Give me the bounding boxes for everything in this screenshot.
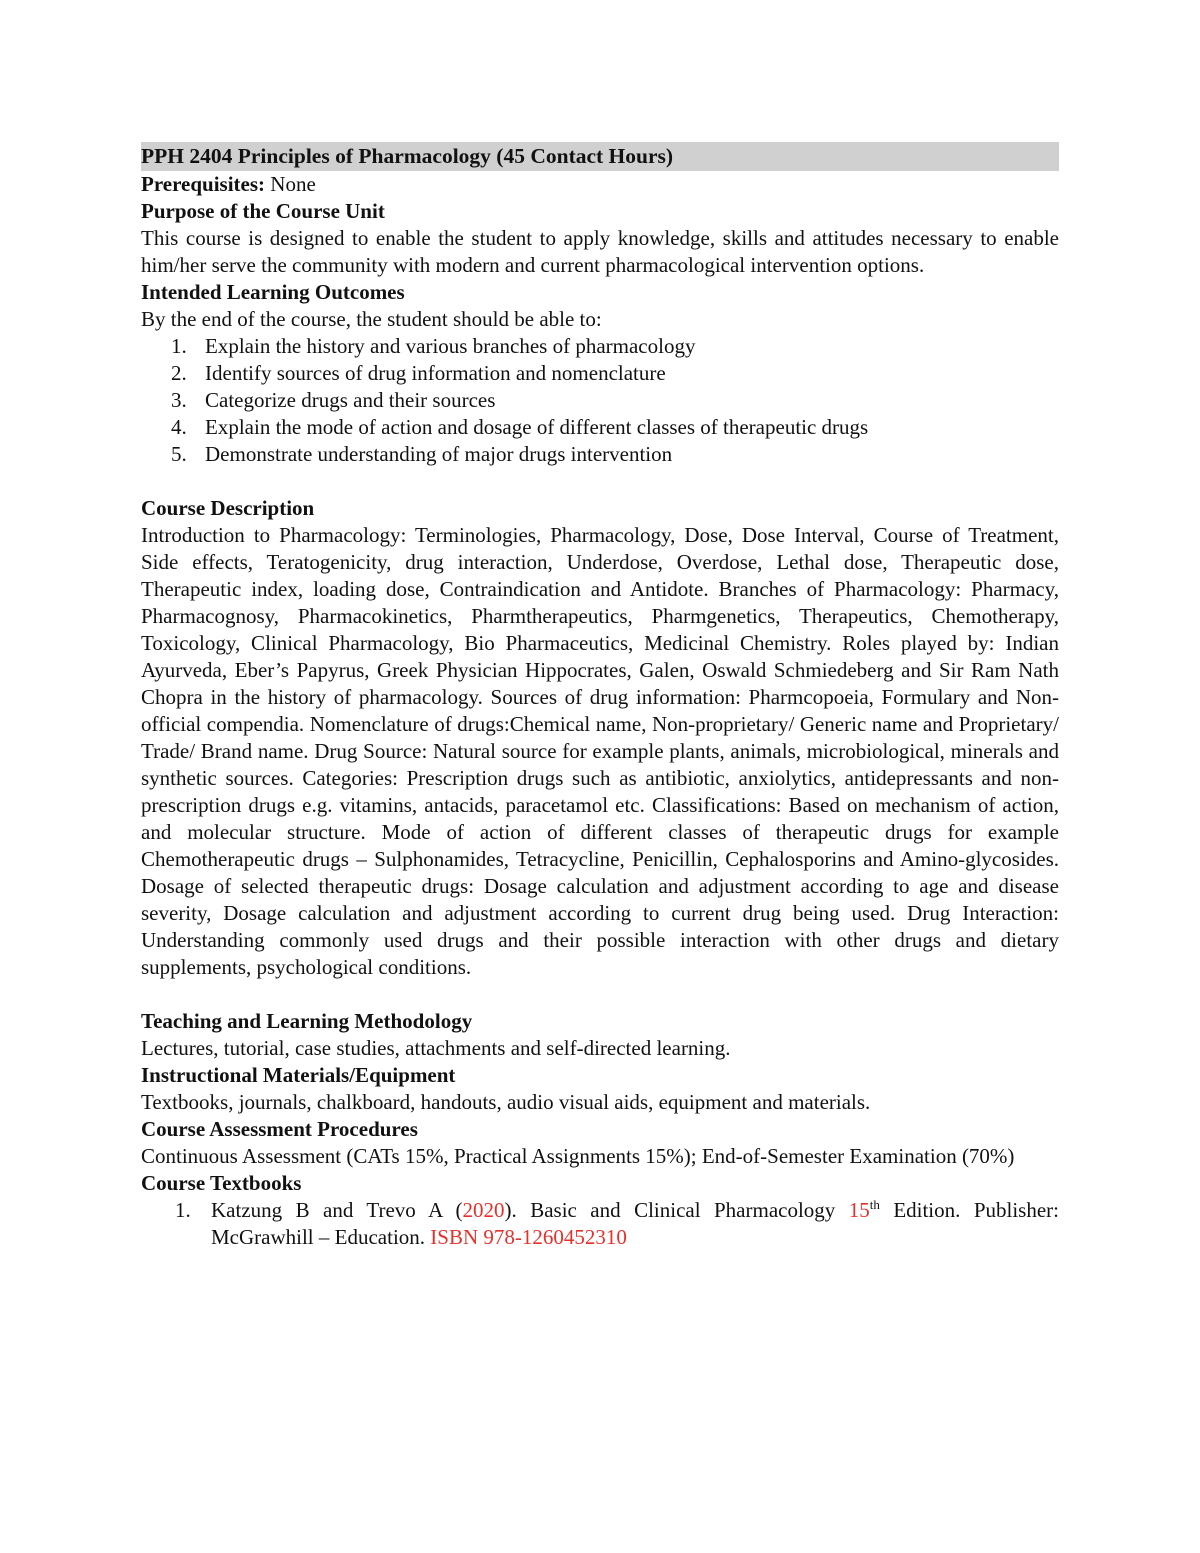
prerequisites-value: None bbox=[270, 172, 316, 196]
outcomes-list bbox=[141, 333, 1059, 468]
outcome-number: 1. bbox=[171, 334, 187, 358]
methodology-text: Lectures, tutorial, case studies, attachments and self-directed learning. bbox=[141, 1036, 731, 1060]
course-title: PPH 2404 Principles of Pharmacology (45 Contact Hours) bbox=[141, 142, 1059, 171]
methodology-heading: Teaching and Learning Methodology bbox=[141, 1009, 473, 1033]
outcomes-intro: By the end of the course, the student should be able to: bbox=[141, 307, 602, 331]
prerequisites-label: Prerequisites: bbox=[141, 172, 266, 196]
spacer bbox=[141, 468, 1059, 495]
description-heading: Course Description bbox=[141, 496, 315, 520]
outcome-text: Explain the mode of action and dosage of different classes of therapeutic drugs bbox=[205, 415, 869, 439]
textbook-item bbox=[141, 1197, 1059, 1251]
textbook-edition-suffix: th bbox=[869, 1197, 880, 1212]
materials-text: Textbooks, journals, chalkboard, handouts, audio visual aids, equipment and materials. bbox=[141, 1090, 871, 1114]
textbook-authors: Katzung B and Trevo A ( bbox=[211, 1198, 463, 1222]
prerequisites-line bbox=[141, 171, 1059, 198]
textbook-edition-number: 15 bbox=[848, 1198, 870, 1222]
textbook-isbn: ISBN 978-1260452310 bbox=[430, 1225, 627, 1249]
assessment-heading: Course Assessment Procedures bbox=[141, 1117, 418, 1141]
outcomes-heading: Intended Learning Outcomes bbox=[141, 280, 405, 304]
outcome-number: 3. bbox=[171, 388, 187, 412]
outcome-number: 2. bbox=[171, 361, 187, 385]
assessment-text: Continuous Assessment (CATs 15%, Practical Assignments 15%); End-of-Semester Examination (70%) bbox=[141, 1144, 1015, 1168]
outcome-item bbox=[141, 441, 1059, 468]
materials-heading: Instructional Materials/Equipment bbox=[141, 1063, 456, 1087]
outcome-item bbox=[141, 333, 1059, 360]
outcome-text: Explain the history and various branches of pharmacology bbox=[205, 334, 696, 358]
document-page bbox=[141, 142, 1059, 1251]
outcome-item bbox=[141, 414, 1059, 441]
purpose-text: This course is designed to enable the student to apply knowledge, skills and attitudes necessary to enable him/her serve the community with modern and current pharmacological intervention options. bbox=[141, 226, 1059, 277]
textbooks-heading: Course Textbooks bbox=[141, 1171, 302, 1195]
textbook-publisher: Edition. Publisher: McGrawhill – Education. bbox=[211, 1198, 1060, 1249]
outcome-text: Demonstrate understanding of major drugs intervention bbox=[205, 442, 673, 466]
purpose-heading: Purpose of the Course Unit bbox=[141, 199, 385, 223]
outcome-text: Identify sources of drug information and nomenclature bbox=[205, 361, 666, 385]
outcome-number: 4. bbox=[171, 415, 187, 439]
textbook-title: ). Basic and Clinical Pharmacology bbox=[504, 1198, 849, 1222]
outcome-item bbox=[141, 387, 1059, 414]
spacer bbox=[141, 981, 1059, 1008]
textbook-year: 2020 bbox=[462, 1198, 505, 1222]
textbook-number: 1. bbox=[175, 1198, 191, 1222]
outcome-number: 5. bbox=[171, 442, 187, 466]
outcome-item bbox=[141, 360, 1059, 387]
description-text: Introduction to Pharmacology: Terminologies, Pharmacology, Dose, Dose Interval, Course of Treatment, Side effects, Teratogenicity, drug interaction, Underdose, Overdose, Lethal dose, Therapeutic dose, Therapeutic index, loading dose, Contraindication and Antidote. Branches of Pharmacology: Pharmacy, Pharmacognosy, Pharmacokinetics, Pharmtherapeutics, Pharmgenetics, Therapeutics, Chemotherapy, Toxicology, Clinical Pharmacology, Bio Pharmaceutics, Medicinal Chemistry. Roles played by: Indian Ayurveda, Eber’s Papyrus, Greek Physician Hippocrates, Galen, Oswald Schmiedeberg and Sir Ram Nath Chopra in the history of pharmacology. Sources of drug information: Pharmcopoeia, Formulary and Non-official compendia. Nomenclature of drugs:Chemical name, Non-proprietary/ Generic name and Proprietary/ Trade/ Brand name. Drug Source: Natural source for example plants, animals, microbiological, minerals and synthetic sources. Categories: Prescription drugs such as antibiotic, anxiolytics, antidepressants and non-prescription drugs e.g. vitamins, antacids, paracetamol etc. Classifications: Based on mechanism of action, and molecular structure. Mode of action of different classes of therapeutic drugs for example Chemotherapeutic drugs – Sulphonamides, Tetracycline, Penicillin, Cephalosporins and Amino-glycosides. Dosage of selected therapeutic drugs: Dosage calculation and adjustment according to age and disease severity, Dosage calculation and adjustment according to current drug being used. Drug Interaction: Understanding commonly used drugs and their possible interaction with other drugs and dietary supplements, psychological conditions. bbox=[141, 523, 1059, 979]
textbooks-list bbox=[141, 1197, 1059, 1251]
outcome-text: Categorize drugs and their sources bbox=[205, 388, 496, 412]
